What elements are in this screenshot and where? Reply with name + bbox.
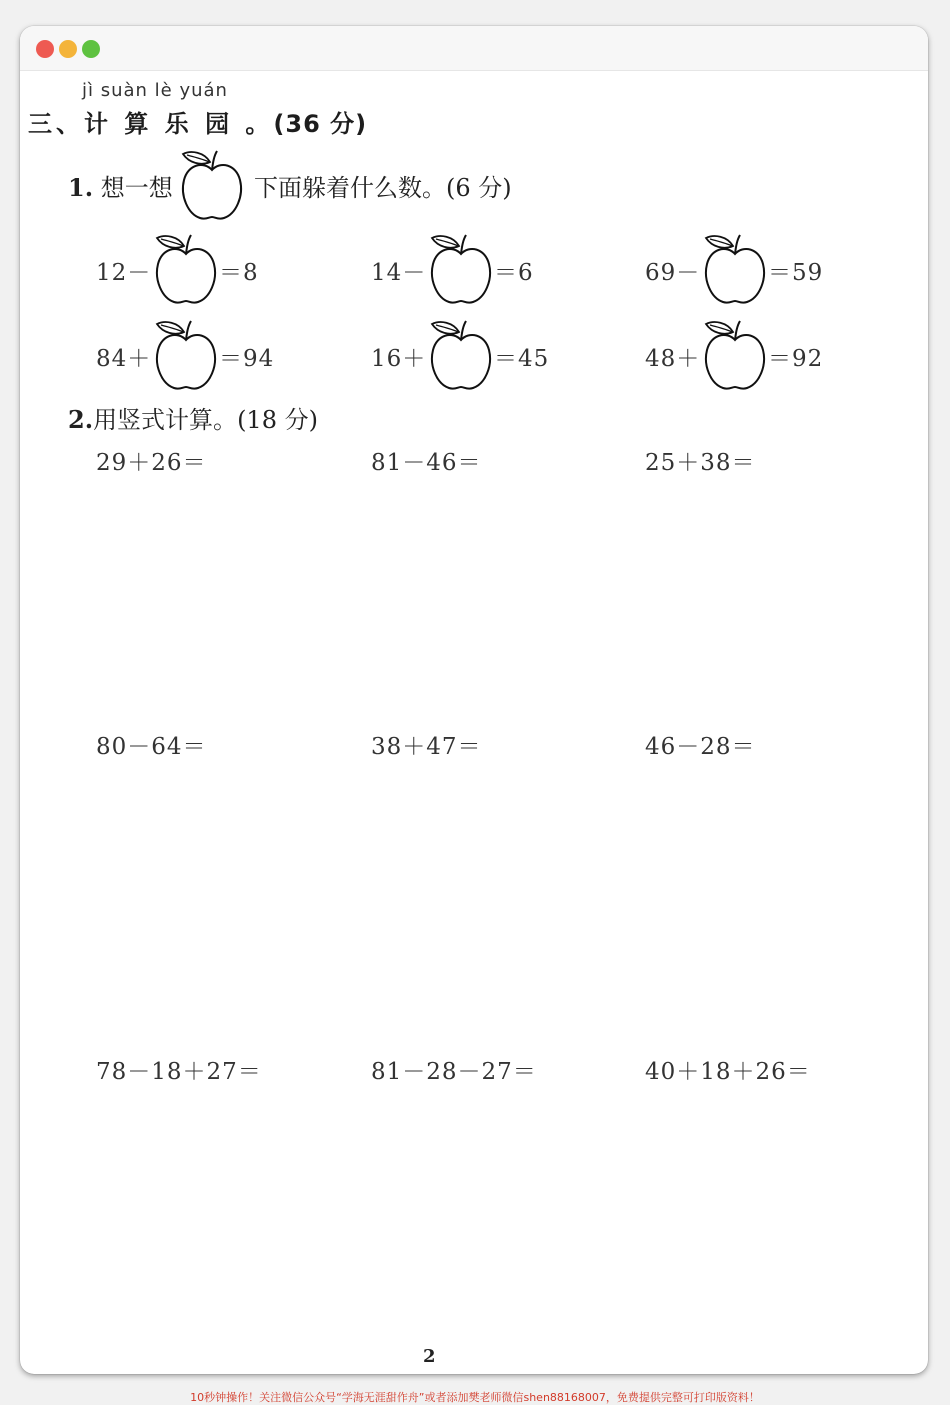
q2-r2c3: 46－28＝: [645, 734, 756, 760]
section-score: (36 分): [273, 110, 368, 138]
apple-icon: [702, 318, 768, 392]
document-window: [20, 26, 928, 1374]
q1-r1c3-left: 69－: [645, 260, 701, 286]
q1-r1c2-right: ＝6: [494, 260, 534, 286]
apple-icon: [428, 232, 494, 306]
q2-text: 用竖式计算。: [93, 406, 238, 434]
q1-title: [68, 166, 512, 203]
zoom-button[interactable]: [82, 40, 100, 58]
q1-r2c2-right: ＝45: [494, 346, 550, 372]
q2-r3c2: 81－28－27＝: [371, 1059, 537, 1085]
q1-r2c3-left: 48＋: [645, 346, 701, 372]
q1-r1c3-right: ＝59: [768, 260, 824, 286]
q2-r2c2: 38＋47＝: [371, 734, 482, 760]
q1-r2c1-left: 84＋: [96, 346, 152, 372]
q2-r3c3: 40＋18＋26＝: [645, 1059, 811, 1085]
section-pinyin: jì suàn lè yuán: [82, 80, 228, 101]
q2-number: 2.: [68, 405, 94, 434]
q2-r1c3: 25＋38＝: [645, 450, 756, 476]
minimize-button[interactable]: [59, 40, 77, 58]
q2-score: (18 分): [237, 406, 318, 434]
footer-note: 10秒钟操作！关注微信公众号“学海无涯甜作舟”或者添加樊老师微信shen88168007，免费提供完整可打印版资料！: [190, 1391, 760, 1404]
q1-r2c2-left: 16＋: [371, 346, 427, 372]
q1-r2c1-right: ＝94: [219, 346, 275, 372]
q1-r1c1-right: ＝8: [219, 260, 259, 286]
q1-suffix: 下面躲着什么数。: [253, 174, 446, 202]
apple-icon: [702, 232, 768, 306]
apple-icon: [179, 148, 245, 222]
q1-r2c3-right: ＝92: [768, 346, 824, 372]
q2-r2c1: 80－64＝: [96, 734, 207, 760]
section-title: [28, 104, 367, 139]
q1-score: (6 分): [445, 174, 512, 202]
q2-r1c2: 81－46＝: [371, 450, 482, 476]
q1-number: 1.: [68, 173, 94, 202]
close-button[interactable]: [36, 40, 54, 58]
q2-r1c1: 29＋26＝: [96, 450, 207, 476]
q1-prefix: 想一想: [100, 174, 173, 202]
apple-icon: [153, 232, 219, 306]
apple-icon: [153, 318, 219, 392]
q1-r1c2-left: 14－: [371, 260, 427, 286]
q2-title: [68, 400, 318, 435]
page-number: 2: [423, 1346, 436, 1367]
apple-icon: [428, 318, 494, 392]
window-titlebar: [20, 26, 928, 71]
q2-r3c1: 78－18＋27＝: [96, 1059, 262, 1085]
q1-r1c1-left: 12－: [96, 260, 152, 286]
section-title-text: 三、计 算 乐 园 。: [28, 110, 274, 138]
